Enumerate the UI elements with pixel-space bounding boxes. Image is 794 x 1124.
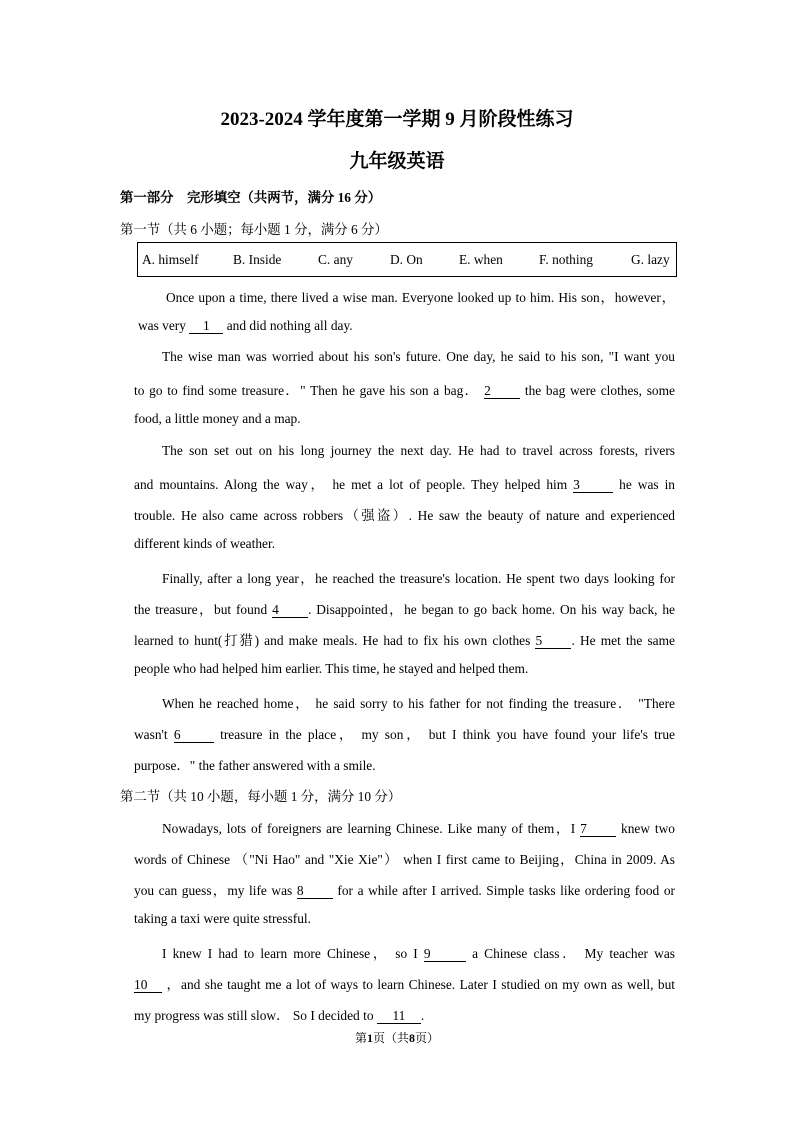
- blank-9[interactable]: 9: [424, 947, 466, 962]
- section1-heading: 第一节（共 6 小题；每小题 1 分，满分 6 分）: [120, 222, 388, 237]
- exam-subtitle: 九年级英语: [349, 151, 445, 172]
- blank-8[interactable]: 8: [297, 884, 333, 899]
- passage-line: The wise man was worried about his son's future. One day, he said to his son, "I want you: [162, 349, 675, 364]
- exam-title: 2023-2024 学年度第一学期 9 月阶段性练习: [220, 109, 574, 130]
- passage-line: When he reached home， he said sorry to his father for not finding the treasure． "There: [162, 696, 675, 711]
- blank-2[interactable]: 2: [484, 384, 520, 399]
- blank-4[interactable]: 4: [272, 603, 308, 618]
- passage-line: The son set out on his long journey the next day. He had to travel across forests, rivers: [162, 443, 675, 458]
- passage-line: trouble. He also came across robbers（强盗）. He saw the beauty of nature and experienced: [134, 508, 675, 523]
- option-b: B. Inside: [233, 252, 282, 267]
- passage-line: food, a little money and a map.: [134, 411, 301, 426]
- passage-line: different kinds of weather.: [134, 536, 276, 551]
- page-footer: 第1页（共8页）: [354, 1031, 440, 1045]
- passage-line: Nowadays, lots of foreigners are learning Chinese. Like many of them，I 7 knew two: [162, 821, 675, 836]
- page-total: 8: [409, 1031, 415, 1045]
- section2-heading: 第二节（共 10 小题，每小题 1 分，满分 10 分）: [120, 789, 402, 804]
- blank-10[interactable]: 10: [134, 978, 162, 993]
- page-number: 1: [366, 1031, 373, 1045]
- passage-line: wasn't 6 treasure in the place， my son， but I think you have found your life's true: [134, 727, 675, 742]
- passage-line: learned to hunt(打猎) and make meals. He had to fix his own clothes 5 . He met the same: [134, 633, 675, 648]
- passage-line: Finally, after a long year，he reached the treasure's location. He spent two days looking for: [162, 571, 675, 586]
- passage-line: words of Chinese （"Ni Hao" and "Xie Xie"） when I first came to Beijing，China in 2009. As: [134, 852, 675, 867]
- option-a: A. himself: [142, 252, 199, 267]
- passage-line: my progress was still slow． So I decided to 11 .: [134, 1008, 425, 1023]
- passage-line: Once upon a time, there lived a wise man. Everyone looked up to him. His son，however，: [166, 290, 675, 305]
- blank-6[interactable]: 6: [174, 728, 214, 743]
- options-box: [137, 242, 677, 277]
- passage-line: the treasure，but found 4 . Disappointed，he began to go back home. On his way back, he: [134, 602, 675, 617]
- passage-line: and mountains. Along the way， he met a lot of people. They helped him 3 he was in: [134, 477, 676, 492]
- part1-heading: 第一部分 完形填空（共两节，满分 16 分）: [120, 190, 382, 205]
- passage-line: was very 1 and did nothing all day.: [138, 318, 353, 333]
- blank-11[interactable]: 11: [377, 1009, 421, 1024]
- blank-7[interactable]: 7: [580, 822, 616, 837]
- blank-3[interactable]: 3: [573, 478, 613, 493]
- passage-line: I knew I had to learn more Chinese， so I 9 a Chinese class． My teacher was: [162, 946, 675, 961]
- passage-line: you can guess，my life was 8 for a while after I arrived. Simple tasks like ordering food or: [134, 883, 675, 898]
- option-f: F. nothing: [539, 252, 593, 267]
- option-c: C. any: [318, 252, 353, 267]
- option-d: D. On: [390, 252, 423, 267]
- passage-line: taking a taxi were quite stressful.: [134, 911, 312, 926]
- blank-5[interactable]: 5: [535, 634, 571, 649]
- option-g: G. lazy: [631, 252, 670, 267]
- passage-line: people who had helped him earlier. This time, he stayed and helped them.: [134, 661, 529, 676]
- option-e: E. when: [459, 252, 503, 267]
- passage-line: 10 ，and she taught me a lot of ways to learn Chinese. Later I studied on my own as well, but: [134, 977, 675, 992]
- passage-line: purpose．" the father answered with a smile.: [134, 758, 376, 773]
- passage-line: to go to find some treasure．" Then he gave his son a bag． 2 the bag were clothes, some: [134, 383, 675, 398]
- blank-1[interactable]: 1: [189, 319, 223, 334]
